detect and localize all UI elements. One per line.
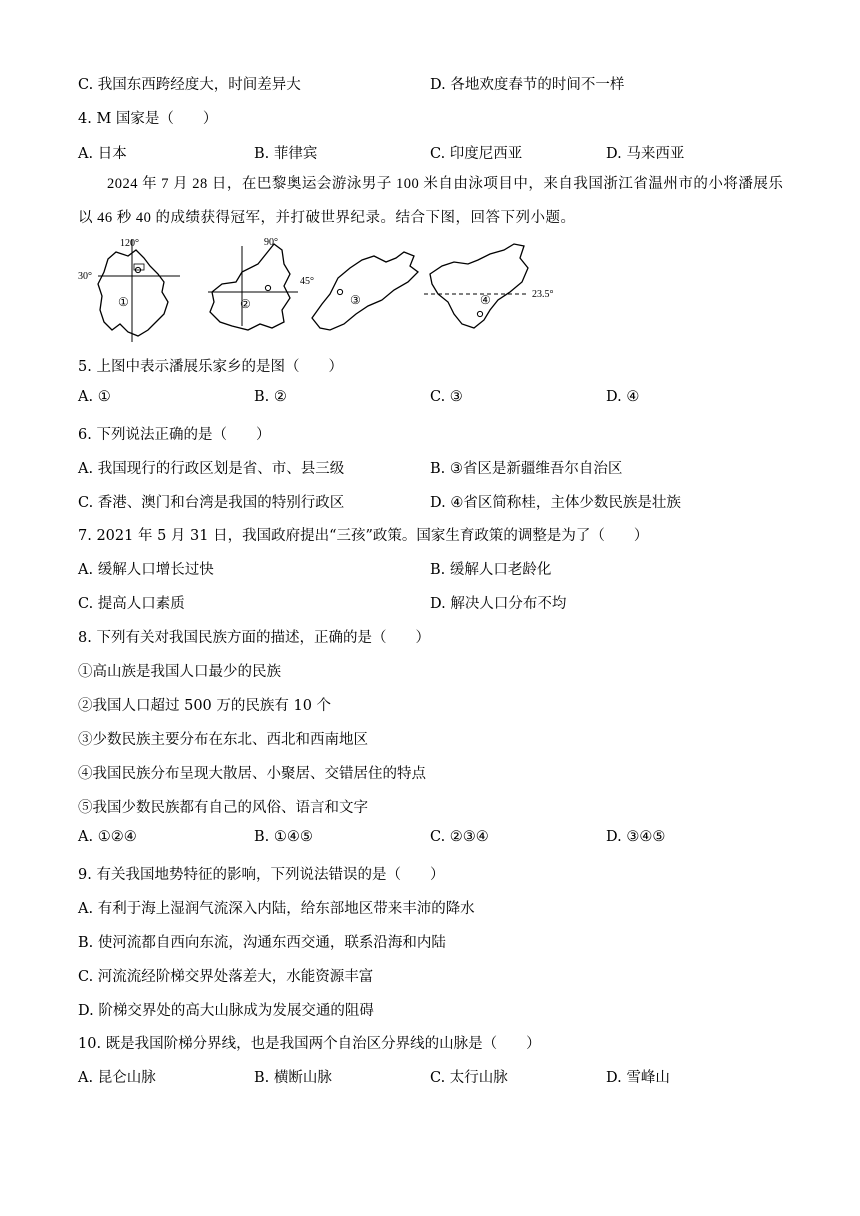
label-45: 45° [300, 276, 314, 287]
q10-option-b: B. 横断山脉 [254, 1070, 332, 1086]
q5-option-d: D. ④ [606, 389, 640, 405]
q7-option-b: B. 缓解人口老龄化 [430, 562, 552, 578]
q8-statement-3: ③少数民族主要分布在东北、西北和西南地区 [78, 732, 368, 748]
q8-option-a: A. ①②④ [78, 829, 137, 845]
q4-option-c: C. 印度尼西亚 [430, 146, 523, 162]
q3-option-d: D. 各地欢度春节的时间不一样 [430, 77, 625, 93]
q6-option-b: B. ③省区是新疆维吾尔自治区 [430, 461, 623, 477]
q8-option-d: D. ③④⑤ [606, 829, 666, 845]
label-23-5: 23.5° [532, 289, 554, 300]
map-3 [312, 252, 418, 330]
q9-option-a: A. 有利于海上湿润气流深入内陆，给东部地区带来丰沛的降水 [78, 901, 475, 917]
q10-stem: 10. 既是我国阶梯分界线，也是我国两个自治区分界线的山脉是（ ） [78, 1036, 541, 1052]
q10-option-a: A. 昆仑山脉 [78, 1070, 156, 1086]
q6-option-d: D. ④省区简称桂，主体少数民族是壮族 [430, 495, 681, 511]
q3-option-c: C. 我国东西跨经度大，时间差异大 [78, 77, 301, 93]
q4-stem: 4. M 国家是（ ） [78, 111, 218, 127]
q5-stem: 5. 上图中表示潘展乐家乡的是图（ ） [78, 359, 343, 375]
q4-option-a: A. 日本 [78, 146, 127, 162]
q8-statement-4: ④我国民族分布呈现大散居、小聚居、交错居住的特点 [78, 766, 426, 782]
q4-option-d: D. 马来西亚 [606, 146, 685, 162]
q4-option-b: B. 菲律宾 [254, 146, 318, 162]
q9-option-d: D. 阶梯交界处的高大山脉成为发展交通的阻碍 [78, 1003, 374, 1019]
q6-option-a: A. 我国现行的行政区划是省、市、县三级 [78, 461, 345, 477]
map-2 [208, 237, 314, 330]
map-1-zhejiang [78, 238, 180, 342]
label-map-1: ① [118, 295, 129, 309]
map-4 [424, 244, 554, 328]
q5-option-a: A. ① [78, 389, 111, 405]
q10-option-d: D. 雪峰山 [606, 1070, 670, 1086]
label-map-3: ③ [350, 293, 361, 307]
label-map-4: ④ [480, 293, 491, 307]
passage: 2024 年 7 月 28 日，在巴黎奥运会游泳男子 100 米自由泳项目中，来自我国浙江省温州市的小将潘展乐以 46 秒 40 的成绩获得冠军，并打破世界纪录。结合下图，回答下列小题。 [78, 176, 784, 226]
q6-stem: 6. 下列说法正确的是（ ） [78, 427, 271, 443]
q5-option-c: C. ③ [430, 389, 463, 405]
q8-statement-2: ②我国人口超过 500 万的民族有 10 个 [78, 698, 332, 714]
q5-option-b: B. ② [254, 389, 287, 405]
q9-stem: 9. 有关我国地势特征的影响，下列说法错误的是（ ） [78, 867, 445, 883]
q7-option-d: D. 解决人口分布不均 [430, 596, 567, 612]
q8-stem: 8. 下列有关对我国民族方面的描述，正确的是（ ） [78, 630, 430, 646]
label-120: 120° [120, 238, 139, 249]
q7-option-a: A. 缓解人口增长过快 [78, 562, 214, 578]
q9-option-b: B. 使河流都自西向东流，沟通东西交通，联系沿海和内陆 [78, 935, 446, 951]
q9-option-c: C. 河流流经阶梯交界处落差大，水能资源丰富 [78, 969, 374, 985]
q8-option-c: C. ②③④ [430, 829, 489, 845]
q7-option-c: C. 提高人口素质 [78, 596, 185, 612]
label-30: 30° [78, 271, 92, 282]
label-90: 90° [264, 237, 278, 248]
q7-stem: 7. 2021 年 5 月 31 日，我国政府提出“三孩”政策。国家生育政策的调整是为了（ ） [78, 528, 649, 544]
label-map-2: ② [240, 297, 251, 311]
province-maps-figure [78, 234, 568, 344]
q8-statement-1: ①高山族是我国人口最少的民族 [78, 664, 281, 680]
q6-option-c: C. 香港、澳门和台湾是我国的特别行政区 [78, 495, 345, 511]
q10-option-c: C. 太行山脉 [430, 1070, 508, 1086]
q8-option-b: B. ①④⑤ [254, 829, 313, 845]
q8-statement-5: ⑤我国少数民族都有自己的风俗、语言和文字 [78, 800, 368, 816]
